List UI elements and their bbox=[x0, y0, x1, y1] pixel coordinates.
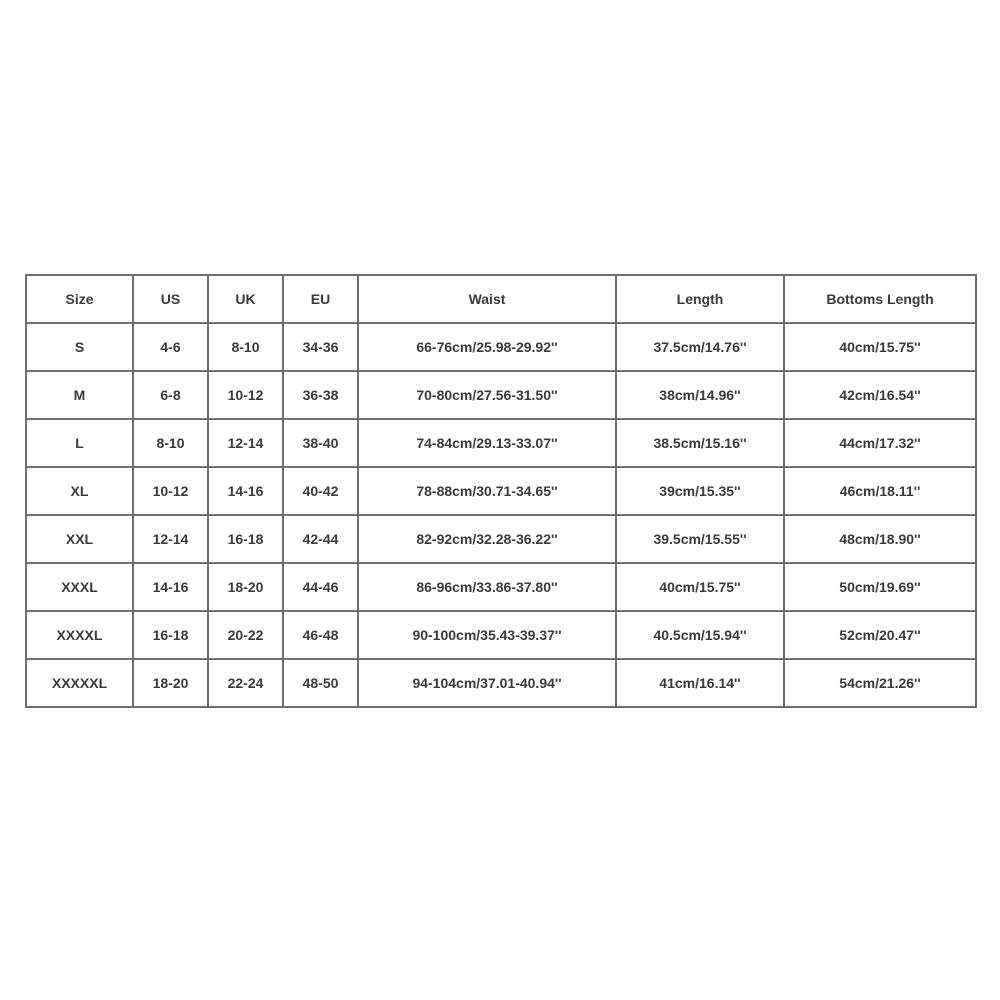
table-row bbox=[26, 371, 976, 419]
cell-uk: 18-20 bbox=[208, 563, 283, 611]
header-waist: Waist bbox=[358, 275, 616, 323]
cell-uk: 14-16 bbox=[208, 467, 283, 515]
cell-us: 12-14 bbox=[133, 515, 208, 563]
cell-length: 39.5cm/15.55'' bbox=[616, 515, 784, 563]
table-row bbox=[26, 323, 976, 371]
size-chart-body bbox=[26, 323, 976, 707]
cell-length: 39cm/15.35'' bbox=[616, 467, 784, 515]
cell-us: 4-6 bbox=[133, 323, 208, 371]
cell-waist: 90-100cm/35.43-39.37'' bbox=[358, 611, 616, 659]
cell-length: 38cm/14.96'' bbox=[616, 371, 784, 419]
cell-uk: 10-12 bbox=[208, 371, 283, 419]
header-row bbox=[26, 275, 976, 323]
cell-size: XXXXXL bbox=[26, 659, 133, 707]
table-row bbox=[26, 611, 976, 659]
cell-waist: 86-96cm/33.86-37.80'' bbox=[358, 563, 616, 611]
cell-length: 37.5cm/14.76'' bbox=[616, 323, 784, 371]
cell-length: 38.5cm/15.16'' bbox=[616, 419, 784, 467]
cell-uk: 16-18 bbox=[208, 515, 283, 563]
cell-eu: 34-36 bbox=[283, 323, 358, 371]
cell-waist: 66-76cm/25.98-29.92'' bbox=[358, 323, 616, 371]
header-bottoms-length: Bottoms Length bbox=[784, 275, 976, 323]
size-chart-table bbox=[25, 274, 977, 708]
cell-uk: 20-22 bbox=[208, 611, 283, 659]
table-row bbox=[26, 515, 976, 563]
cell-waist: 82-92cm/32.28-36.22'' bbox=[358, 515, 616, 563]
cell-bottoms-length: 44cm/17.32'' bbox=[784, 419, 976, 467]
table-row bbox=[26, 563, 976, 611]
cell-bottoms-length: 46cm/18.11'' bbox=[784, 467, 976, 515]
cell-bottoms-length: 42cm/16.54'' bbox=[784, 371, 976, 419]
cell-us: 6-8 bbox=[133, 371, 208, 419]
header-uk: UK bbox=[208, 275, 283, 323]
table-row bbox=[26, 419, 976, 467]
header-eu: EU bbox=[283, 275, 358, 323]
cell-us: 8-10 bbox=[133, 419, 208, 467]
cell-size: XXXXL bbox=[26, 611, 133, 659]
cell-eu: 48-50 bbox=[283, 659, 358, 707]
cell-size: XL bbox=[26, 467, 133, 515]
cell-length: 40cm/15.75'' bbox=[616, 563, 784, 611]
header-length: Length bbox=[616, 275, 784, 323]
cell-waist: 94-104cm/37.01-40.94'' bbox=[358, 659, 616, 707]
cell-waist: 74-84cm/29.13-33.07'' bbox=[358, 419, 616, 467]
cell-eu: 36-38 bbox=[283, 371, 358, 419]
cell-eu: 44-46 bbox=[283, 563, 358, 611]
cell-uk: 12-14 bbox=[208, 419, 283, 467]
header-size: Size bbox=[26, 275, 133, 323]
cell-bottoms-length: 40cm/15.75'' bbox=[784, 323, 976, 371]
cell-bottoms-length: 48cm/18.90'' bbox=[784, 515, 976, 563]
cell-size: L bbox=[26, 419, 133, 467]
header-us: US bbox=[133, 275, 208, 323]
cell-us: 16-18 bbox=[133, 611, 208, 659]
cell-eu: 38-40 bbox=[283, 419, 358, 467]
cell-uk: 8-10 bbox=[208, 323, 283, 371]
cell-uk: 22-24 bbox=[208, 659, 283, 707]
cell-waist: 78-88cm/30.71-34.65'' bbox=[358, 467, 616, 515]
cell-eu: 42-44 bbox=[283, 515, 358, 563]
cell-bottoms-length: 50cm/19.69'' bbox=[784, 563, 976, 611]
cell-bottoms-length: 52cm/20.47'' bbox=[784, 611, 976, 659]
cell-size: XXXL bbox=[26, 563, 133, 611]
table-row bbox=[26, 467, 976, 515]
cell-size: M bbox=[26, 371, 133, 419]
cell-us: 10-12 bbox=[133, 467, 208, 515]
cell-waist: 70-80cm/27.56-31.50'' bbox=[358, 371, 616, 419]
cell-bottoms-length: 54cm/21.26'' bbox=[784, 659, 976, 707]
cell-size: S bbox=[26, 323, 133, 371]
cell-length: 41cm/16.14'' bbox=[616, 659, 784, 707]
cell-us: 14-16 bbox=[133, 563, 208, 611]
size-chart-header bbox=[26, 275, 976, 323]
cell-us: 18-20 bbox=[133, 659, 208, 707]
table-row bbox=[26, 659, 976, 707]
cell-eu: 40-42 bbox=[283, 467, 358, 515]
cell-eu: 46-48 bbox=[283, 611, 358, 659]
cell-size: XXL bbox=[26, 515, 133, 563]
cell-length: 40.5cm/15.94'' bbox=[616, 611, 784, 659]
